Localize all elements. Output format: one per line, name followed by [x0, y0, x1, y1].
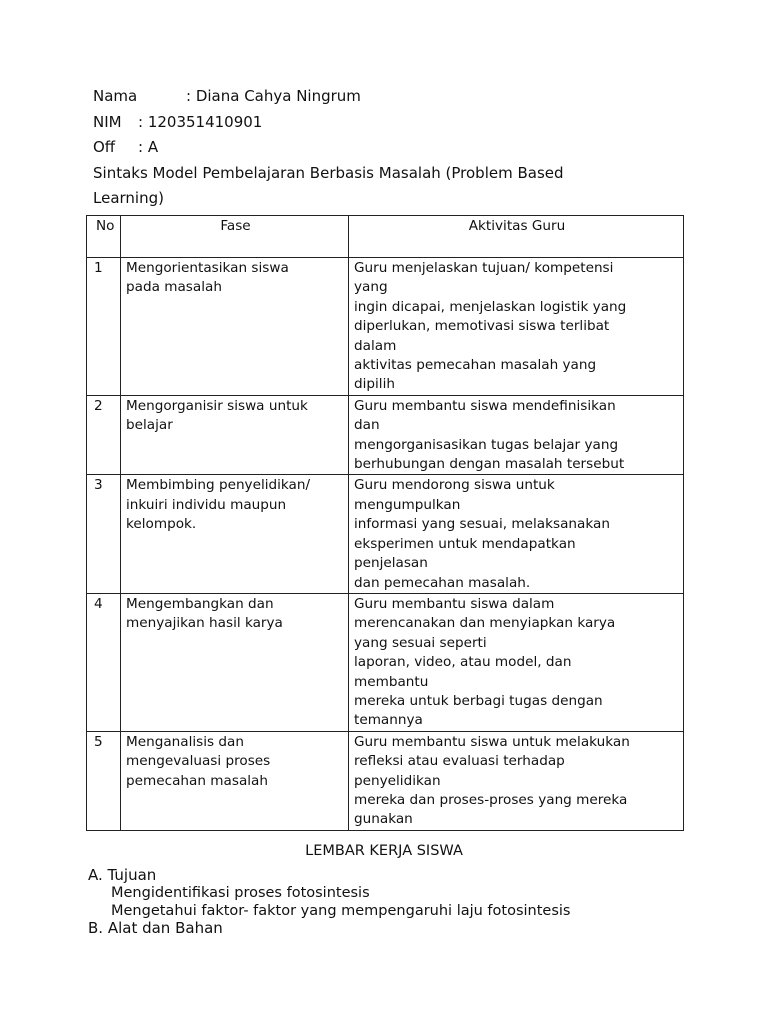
off-value: : A: [138, 138, 159, 156]
fase-text-line: kelompok.: [126, 516, 197, 533]
fase-text-line: Menganalisis dan: [126, 733, 245, 750]
aktivitas-text-line: yang: [354, 279, 388, 296]
aktivitas-text-line: mereka dan proses-proses yang mereka: [354, 791, 628, 808]
row-number: 3: [87, 475, 121, 593]
row-number: 2: [87, 395, 121, 475]
nama-value: : Diana Cahya Ningrum: [186, 87, 361, 105]
lks-title: LEMBAR KERJA SISWA: [305, 843, 463, 859]
aktivitas-text-line: aktivitas pemecahan masalah yang: [354, 357, 597, 374]
fase-text-line: menyajikan hasil karya: [126, 615, 283, 632]
aktivitas-text-line: dalam: [354, 337, 397, 354]
aktivitas-text-line: penyelidikan: [354, 772, 441, 789]
table-row: [87, 731, 684, 830]
aktivitas-cell: [349, 731, 684, 830]
row-number: 5: [87, 731, 121, 830]
header-no: No: [87, 216, 121, 258]
fase-text-line: Membimbing penyelidikan/: [126, 477, 311, 494]
aktivitas-text-line: Guru membantu siswa dalam: [354, 595, 555, 612]
aktivitas-text-line: laporan, video, atau model, dan: [354, 654, 572, 671]
aktivitas-cell: [349, 258, 684, 396]
aktivitas-text-line: Guru membantu siswa mendefinisikan: [354, 397, 616, 414]
nim-value: : 120351410901: [138, 113, 263, 131]
header-fase: Fase: [121, 216, 349, 258]
fase-text-line: Mengorientasikan siswa: [126, 260, 289, 276]
document-title-line-2: Learning): [93, 189, 164, 207]
fase-text-line: pemecahan masalah: [126, 772, 268, 789]
fase-text-line: inkuiri individu maupun: [126, 496, 287, 513]
fase-cell: [121, 593, 349, 731]
off-label: Off: [93, 138, 116, 156]
aktivitas-text-line: mengorganisasikan tugas belajar yang: [354, 436, 619, 453]
fase-text-line: Mengembangkan dan: [126, 595, 274, 612]
table-header-row: [87, 216, 684, 258]
table-row: [87, 593, 684, 731]
aktivitas-text-line: ingin dicapai, menjelaskan logistik yang: [354, 298, 627, 315]
document-title-line-1: Sintaks Model Pembelajaran Berbasis Masalah (Problem Based: [93, 164, 564, 182]
fase-cell: [121, 475, 349, 593]
aktivitas-text-line: penjelasan: [354, 555, 428, 572]
aktivitas-text-line: merencanakan dan menyiapkan karya: [354, 615, 616, 632]
nama-line: [93, 86, 361, 106]
aktivitas-text-line: temannya: [354, 712, 423, 729]
aktivitas-text-line: informasi yang sesuai, melaksanakan: [354, 516, 610, 533]
row-number: 1: [87, 258, 121, 396]
aktivitas-cell: [349, 475, 684, 593]
aktivitas-text-line: Guru mendorong siswa untuk: [354, 477, 555, 494]
aktivitas-text-line: mereka untuk berbagi tugas dengan: [354, 692, 603, 709]
sintaks-table: [86, 215, 684, 831]
aktivitas-text-line: Guru membantu siswa untuk melakukan: [354, 733, 630, 750]
off-line: [93, 137, 158, 157]
fase-cell: [121, 395, 349, 475]
row-number: 4: [87, 593, 121, 731]
table-row: [87, 395, 684, 475]
header-aktivitas: Aktivitas Guru: [349, 216, 684, 258]
aktivitas-text-line: eksperimen untuk mendapatkan: [354, 535, 576, 552]
aktivitas-text-line: gunakan: [354, 811, 413, 828]
aktivitas-cell: [349, 395, 684, 475]
section-a-heading: A. Tujuan: [88, 866, 157, 884]
aktivitas-text-line: Guru menjelaskan tujuan/ kompetensi: [354, 260, 614, 276]
aktivitas-text-line: dan pemecahan masalah.: [354, 574, 531, 591]
section-b-heading: B. Alat dan Bahan: [88, 919, 223, 937]
fase-text-line: belajar: [126, 417, 173, 434]
table-body: [87, 258, 684, 831]
aktivitas-text-line: yang sesuai seperti: [354, 634, 487, 651]
aktivitas-text-line: diperlukan, memotivasi siswa terlibat: [354, 318, 610, 335]
table-row: [87, 258, 684, 396]
fase-text-line: pada masalah: [126, 279, 222, 296]
nama-label: Nama: [93, 87, 138, 105]
aktivitas-text-line: refleksi atau evaluasi terhadap: [354, 753, 565, 770]
tujuan-item-1: Mengidentifikasi proses fotosintesis: [111, 885, 370, 901]
aktivitas-text-line: dipilih: [354, 376, 395, 393]
fase-text-line: mengevaluasi proses: [126, 753, 271, 770]
nim-label: NIM: [93, 113, 122, 131]
tujuan-item-2: Mengetahui faktor- faktor yang mempengaruhi laju fotosintesis: [111, 903, 571, 919]
aktivitas-text-line: berhubungan dengan masalah tersebut: [354, 456, 625, 473]
nim-line: [93, 112, 262, 132]
aktivitas-cell: [349, 593, 684, 731]
aktivitas-text-line: mengumpulkan: [354, 496, 461, 513]
fase-cell: [121, 258, 349, 396]
fase-cell: [121, 731, 349, 830]
aktivitas-text-line: dan: [354, 417, 380, 434]
table-row: [87, 475, 684, 593]
fase-text-line: Mengorganisir siswa untuk: [126, 397, 308, 414]
aktivitas-text-line: membantu: [354, 673, 429, 690]
